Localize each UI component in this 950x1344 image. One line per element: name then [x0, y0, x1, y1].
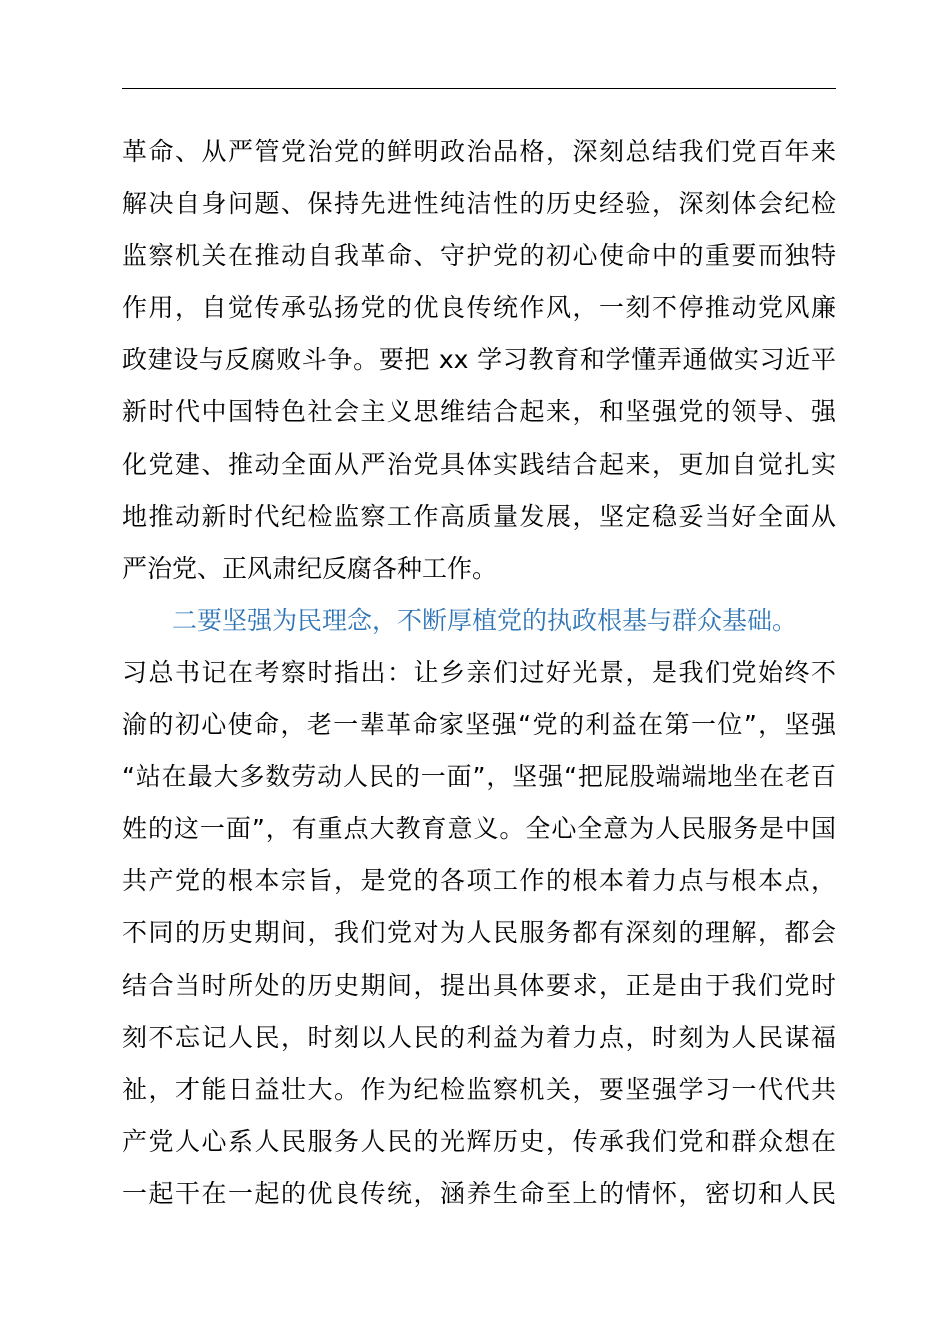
paragraph-1 — [122, 126, 836, 595]
text-line: 祉，才能日益壮大。作为纪检监察机关，要坚强学习一代代共 — [122, 1074, 836, 1104]
document-body — [122, 126, 836, 1220]
text-line: 监察机关在推动自我革命、守护党的初心使命中的重要而独特 — [122, 241, 836, 271]
text-line: 政建设与反腐败斗争。要把 xx 学习教育和学懂弄通做实习近平 — [122, 345, 836, 375]
text-line: 严治党、正风肃纪反腐各种工作。 — [122, 553, 498, 583]
text-line: 渝的初心使命，老一辈革命家坚强“党的利益在第一位”，坚强 — [122, 710, 836, 740]
text-line: 结合当时所处的历史期间，提出具体要求，正是由于我们党时 — [122, 970, 836, 1000]
text-line: 革命、从严管党治党的鲜明政治品格，深刻总结我们党百年来 — [122, 137, 836, 166]
text-line: 地推动新时代纪检监察工作高质量发展，坚定稳妥当好全面从 — [122, 501, 836, 531]
text-line: 产党人心系人民服务人民的光辉历史，传承我们党和群众想在 — [122, 1126, 836, 1156]
text-line: 习总书记在考察时指出：让乡亲们过好光景，是我们党始终不 — [122, 657, 836, 687]
text-line: 解决自身问题、保持先进性纯洁性的历史经验，深刻体会纪检 — [122, 189, 836, 219]
text-line: 化党建、推动全面从严治党具体实践结合起来，更加自觉扎实 — [122, 449, 836, 479]
text-line: 新时代中国特色社会主义思维结合起来，和坚强党的领导、强 — [122, 397, 836, 427]
text-line: 作用，自觉传承弘扬党的优良传统作风，一刻不停推动党风廉 — [122, 293, 836, 323]
text-line: “站在最大多数劳动人民的一面”，坚强“把屁股端端地坐在老百 — [122, 762, 836, 792]
paragraph-2 — [122, 647, 836, 1220]
text-line: 一起干在一起的优良传统，涵养生命至上的情怀，密切和人民 — [122, 1178, 836, 1208]
text-line: 不同的历史期间，我们党对为人民服务都有深刻的理解，都会 — [122, 918, 836, 948]
text-line: 刻不忘记人民，时刻以人民的利益为着力点，时刻为人民谋福 — [122, 1022, 836, 1052]
header-rule — [122, 88, 836, 89]
text-line: 共产党的根本宗旨，是党的各项工作的根本着力点与根本点， — [122, 866, 836, 896]
text-line: 姓的这一面”，有重点大教育意义。全心全意为人民服务是中国 — [122, 814, 836, 844]
section-heading: 二要坚强为民理念，不断厚植党的执政根基与群众基础。 — [172, 605, 798, 635]
